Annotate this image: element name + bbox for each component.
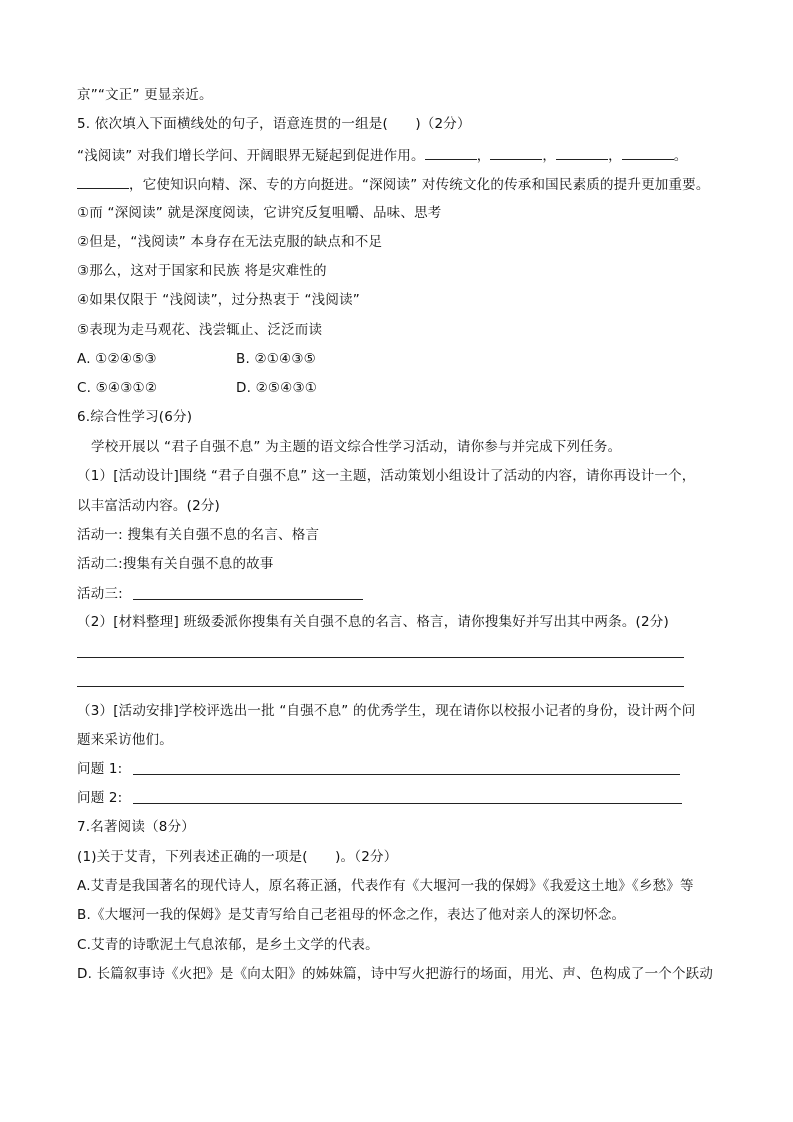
activity-2: 活动二:搜集有关自强不息的故事	[77, 556, 274, 572]
question-2-label: 问题 2:	[77, 790, 123, 806]
text-line: 题来采访他们。	[77, 732, 173, 748]
answer-line[interactable]	[77, 686, 684, 687]
activity-3-label: 活动三:	[77, 586, 123, 602]
question-1-label: 问题 1:	[77, 761, 123, 777]
choice-d[interactable]: D. 长篇叙事诗《火把》是《向太阳》的姊妹篇，诗中写火把游行的场面，用光、声、色构成了一个个跃动	[77, 966, 714, 982]
separator: ，	[542, 148, 557, 164]
fill-blank[interactable]	[490, 145, 542, 160]
fill-blank[interactable]	[556, 145, 608, 160]
option-line: ②但是，“浅阅读” 本身存在无法克服的缺点和不足	[77, 234, 383, 250]
text-line: （3）[活动安排]学校评选出一批 “自强不息” 的优秀学生，现在请你以校报小记者的身份，设计两个问	[77, 703, 696, 719]
answer-line-activity-3[interactable]	[133, 599, 363, 600]
option-line: ③那么，这对于国家和民族 将是灾难性的	[77, 263, 327, 279]
question-5-title: 5. 依次填入下面横线处的句子，语意连贯的一组是( )（2分）	[77, 116, 471, 132]
passage-text: “浅阅读” 对我们增长学问、开阔眼界无疑起到促进作用。	[77, 148, 425, 164]
option-line: ⑤表现为走马观花、浅尝辄止、泛泛而读	[77, 322, 323, 338]
option-line: ①而 “深阅读” 就是深度阅读，它讲究反复咀嚼、品味、思考	[77, 205, 442, 221]
answer-line[interactable]	[77, 657, 684, 658]
question-6-title: 6.综合性学习(6分)	[77, 409, 193, 425]
passage-text: ，它使知识向精、深、专的方向挺进。“深阅读” 对传统文化的传承和国民素质的提升更加重要。	[129, 177, 710, 193]
text-line: 以丰富活动内容。(2分)	[77, 498, 221, 514]
option-line: ④如果仅限于 “浅阅读”，过分热衷于 “浅阅读”	[77, 292, 360, 308]
choice-a[interactable]: A.艾青是我国著名的现代诗人，原名蒋正涵，代表作有《大堰河一我的保姆》《我爱这土地》《乡愁》等	[77, 878, 694, 894]
choice-b[interactable]: B.《大堰河一我的保姆》是艾青写给自己老祖母的怀念之作，表达了他对亲人的深切怀念。	[77, 907, 626, 923]
activity-1: 活动一: 搜集有关自强不息的名言、格言	[77, 527, 320, 543]
text-line: 京”“文正” 更显亲近。	[77, 87, 213, 103]
fill-blank[interactable]	[622, 145, 674, 160]
choice-b[interactable]: B. ②①④③⑤	[236, 351, 316, 367]
text-line	[77, 145, 688, 166]
separator: 。	[673, 148, 688, 164]
separator: ，	[476, 148, 491, 164]
choice-a[interactable]: A. ①②④⑤③	[77, 351, 157, 367]
choice-c[interactable]: C. ⑤④③①②	[77, 380, 158, 396]
fill-blank[interactable]	[77, 174, 129, 189]
text-line	[77, 174, 710, 195]
text-line: （2）[材料整理] 班级委派你搜集有关自强不息的名言、格言，请你搜集好并写出其中两条。(2分)	[77, 614, 669, 630]
answer-line-question-2[interactable]	[133, 803, 682, 804]
fill-blank[interactable]	[425, 145, 477, 160]
choice-d[interactable]: D. ②⑤④③①	[236, 380, 318, 396]
answer-line-question-1[interactable]	[133, 774, 680, 775]
text-line: (1)关于艾青，下列表述正确的一项是( )。（2分）	[77, 849, 398, 865]
text-line: 学校开展以 “君子自强不息” 为主题的语文综合性学习活动，请你参与并完成下列任务。	[91, 439, 622, 455]
separator: ，	[608, 148, 622, 164]
choice-c[interactable]: C.艾青的诗歌泥土气息浓郁，是乡土文学的代表。	[77, 937, 379, 953]
text-line: （1）[活动设计]围绕 “君子自强不息” 这一主题，活动策划小组设计了活动的内容，请你再设计一个，	[77, 468, 696, 484]
question-7-title: 7.名著阅读（8分）	[77, 819, 195, 835]
